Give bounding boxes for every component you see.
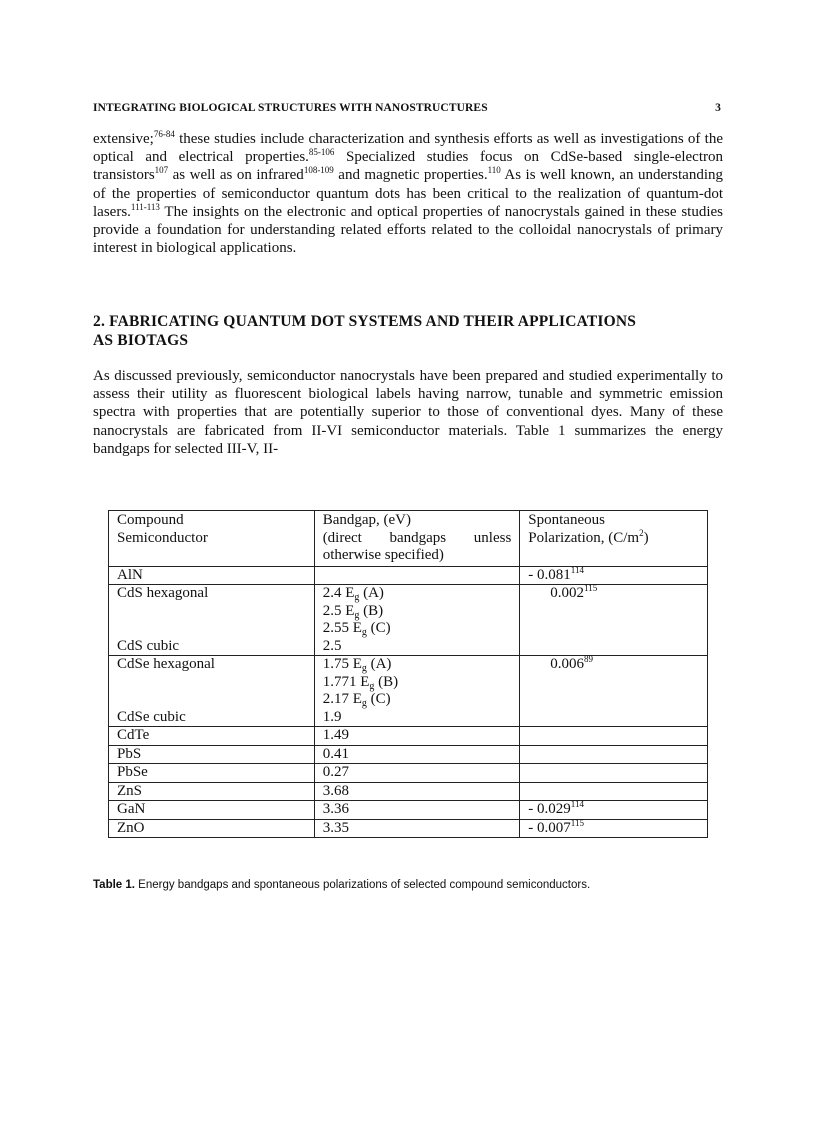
cell-bandgap: 3.36 bbox=[314, 801, 520, 820]
header-text: Semiconductor bbox=[117, 529, 208, 546]
table-row bbox=[109, 585, 708, 656]
header-text-part: ) bbox=[643, 529, 649, 546]
bandgap-value: 2.5 bbox=[322, 637, 342, 654]
header-text: Spontaneous bbox=[528, 512, 605, 528]
cell-compound: CdTe bbox=[109, 727, 315, 746]
cell-polarization bbox=[520, 782, 708, 801]
table-row bbox=[109, 782, 708, 801]
citation-ref: 115 bbox=[570, 817, 584, 828]
citation-ref: 76-84 bbox=[153, 129, 175, 139]
citation-ref: 114 bbox=[570, 564, 584, 575]
citation-ref: 107 bbox=[154, 165, 169, 176]
bandgap-value bbox=[323, 674, 512, 692]
cell-bandgap bbox=[314, 656, 520, 727]
citation-ref: 85-106 bbox=[308, 147, 335, 158]
eg-subscript: g bbox=[361, 627, 367, 638]
text-span: Specialized studies focus on CdSe-based single-electron transistors bbox=[93, 149, 723, 184]
table-row bbox=[109, 801, 708, 820]
eg-subscript: g bbox=[369, 680, 375, 692]
header-bandgap bbox=[314, 511, 520, 567]
polarization-value: 0.006 bbox=[550, 656, 585, 672]
header-text: (direct bandgaps unless bbox=[322, 529, 512, 546]
cell-compound: ZnO bbox=[109, 819, 315, 838]
bandgap-value bbox=[323, 585, 512, 603]
polarization-wrap bbox=[528, 585, 597, 603]
section-heading-line-2: AS BIOTAGS bbox=[93, 332, 189, 349]
table-caption bbox=[93, 879, 733, 891]
cell-polarization bbox=[520, 656, 708, 727]
table-row bbox=[109, 656, 708, 727]
table-row bbox=[109, 727, 708, 746]
compound-name: CdSe cubic bbox=[117, 708, 186, 725]
value: 2.4 bbox=[322, 585, 342, 601]
cell-polarization bbox=[520, 819, 708, 838]
bandgap-table bbox=[108, 510, 708, 838]
eg-symbol: E bbox=[360, 673, 370, 690]
caption-text: Energy bandgaps and spontaneous polarizations of selected compound semiconductors. bbox=[134, 879, 591, 891]
bandgap-table-container bbox=[108, 510, 708, 838]
table-row bbox=[109, 566, 708, 585]
header-polarization bbox=[520, 511, 708, 567]
eg-symbol: E bbox=[345, 585, 355, 601]
table-header-row bbox=[109, 511, 708, 567]
text-span: these studies include characterization and synthesis efforts as well as investigations of the optical and electrical properties. bbox=[93, 131, 723, 166]
header-text: otherwise specified) bbox=[322, 547, 444, 563]
text-span: extensive; bbox=[93, 131, 154, 147]
cell-bandgap: 3.68 bbox=[314, 782, 520, 801]
polarization-value: - 0.007 bbox=[528, 819, 571, 836]
bandgap-value: 1.9 bbox=[322, 708, 342, 725]
bandgap-value bbox=[323, 620, 512, 638]
bandgap-value bbox=[323, 691, 512, 709]
value: 2.5 bbox=[322, 602, 342, 619]
citation-ref: 110 bbox=[487, 165, 501, 176]
bandgap-value bbox=[323, 656, 512, 674]
cell-polarization bbox=[520, 585, 708, 656]
citation-ref: 111-113 bbox=[130, 201, 160, 212]
eg-symbol: E bbox=[352, 656, 362, 672]
body-paragraph-2: As discussed previously, semiconductor nanocrystals have been prepared and studied experimentally to assess their utility as fluorescent biological labels having narrow, tunable and symmetric emission spectra with properties that are potentially superior to those of conventional dyes. Many of these nanocrystals are fabricated from II-VI semiconductor materials. Table 1 summarizes the energy bandgaps for selected III-V, II- bbox=[93, 368, 723, 457]
transition-label: (A) bbox=[366, 656, 392, 672]
eg-subscript: g bbox=[361, 698, 367, 709]
header-text: Compound bbox=[117, 512, 184, 528]
header-text: Bandgap, (eV) bbox=[322, 512, 411, 528]
cell-bandgap bbox=[314, 585, 520, 656]
text-span: The insights on the electronic and optical properties of nanocrystals gained in these studies provide a foundation for understanding related efforts related to the colloidal nanocrystals of primary interest in biological applications. bbox=[93, 203, 723, 257]
table-row bbox=[109, 819, 708, 838]
citation-ref: 108-109 bbox=[303, 165, 334, 176]
bandgap-value bbox=[323, 603, 512, 621]
cell-bandgap: 3.35 bbox=[314, 819, 520, 838]
cell-compound: AlN bbox=[109, 566, 315, 585]
cell-bandgap: 1.49 bbox=[314, 727, 520, 746]
page-number: 3 bbox=[715, 102, 721, 114]
eg-symbol: E bbox=[352, 620, 362, 636]
running-head bbox=[93, 102, 721, 114]
value: 1.771 bbox=[322, 673, 357, 690]
spacer bbox=[117, 674, 306, 692]
cell-polarization bbox=[520, 566, 708, 585]
eg-symbol: E bbox=[345, 602, 355, 619]
header-text bbox=[528, 527, 699, 548]
eg-symbol: E bbox=[352, 691, 362, 707]
value: 2.17 bbox=[322, 691, 349, 707]
section-heading bbox=[93, 312, 733, 350]
compound-name: CdS cubic bbox=[117, 637, 180, 654]
transition-label: (B) bbox=[374, 673, 399, 690]
cell-compound: PbSe bbox=[109, 764, 315, 783]
cell-polarization bbox=[520, 727, 708, 746]
section-heading-line-1: 2. FABRICATING QUANTUM DOT SYSTEMS AND THEIR APPLICATIONS bbox=[93, 313, 637, 330]
cell-bandgap bbox=[314, 566, 520, 585]
transition-label: (A) bbox=[359, 585, 384, 601]
text-span: and magnetic properties. bbox=[333, 167, 488, 184]
cell-polarization bbox=[520, 745, 708, 764]
table-row bbox=[109, 745, 708, 764]
text-span: As is well known, an understanding of the properties of semiconductor quantum dots has been critical to the realization of quantum-dot lasers. bbox=[93, 167, 723, 220]
header-superscript: 2 bbox=[639, 527, 644, 538]
cell-compound: ZnS bbox=[109, 782, 315, 801]
cell-compound bbox=[109, 585, 315, 656]
compound-name: CdS hexagonal bbox=[117, 585, 209, 601]
cell-bandgap: 0.41 bbox=[314, 745, 520, 764]
eg-subscript: g bbox=[354, 609, 360, 621]
transition-label: (B) bbox=[359, 602, 384, 619]
polarization-wrap bbox=[528, 656, 593, 674]
eg-subscript: g bbox=[354, 592, 360, 603]
citation-ref: 114 bbox=[570, 799, 584, 809]
header-text-part: Polarization, (C/m bbox=[528, 529, 640, 546]
header-compound bbox=[109, 511, 315, 567]
polarization-value: - 0.029 bbox=[528, 801, 571, 817]
transition-label: (C) bbox=[366, 620, 391, 636]
spacer bbox=[117, 691, 306, 709]
cell-compound: GaN bbox=[109, 801, 315, 820]
cell-polarization bbox=[520, 764, 708, 783]
transition-label: (C) bbox=[366, 691, 391, 707]
spacer bbox=[117, 603, 306, 621]
citation-ref: 115 bbox=[584, 583, 598, 593]
compound-name: CdSe hexagonal bbox=[117, 656, 215, 672]
cell-compound bbox=[109, 656, 315, 727]
running-head-title: INTEGRATING BIOLOGICAL STRUCTURES WITH NANOSTRUCTURES bbox=[93, 102, 488, 114]
polarization-value: 0.002 bbox=[550, 585, 585, 601]
cell-compound: PbS bbox=[109, 745, 315, 764]
cell-polarization bbox=[520, 801, 708, 820]
caption-label: Table 1. bbox=[93, 879, 135, 891]
eg-subscript: g bbox=[361, 663, 367, 674]
spacer bbox=[117, 620, 306, 638]
value: 1.75 bbox=[322, 656, 349, 672]
table-row bbox=[109, 764, 708, 783]
body-paragraph-1 bbox=[93, 130, 723, 257]
cell-bandgap: 0.27 bbox=[314, 764, 520, 783]
polarization-value: - 0.081 bbox=[528, 566, 571, 583]
citation-ref: 89 bbox=[584, 654, 594, 664]
text-span: as well as on infrared bbox=[168, 167, 304, 184]
value: 2.55 bbox=[322, 620, 349, 636]
